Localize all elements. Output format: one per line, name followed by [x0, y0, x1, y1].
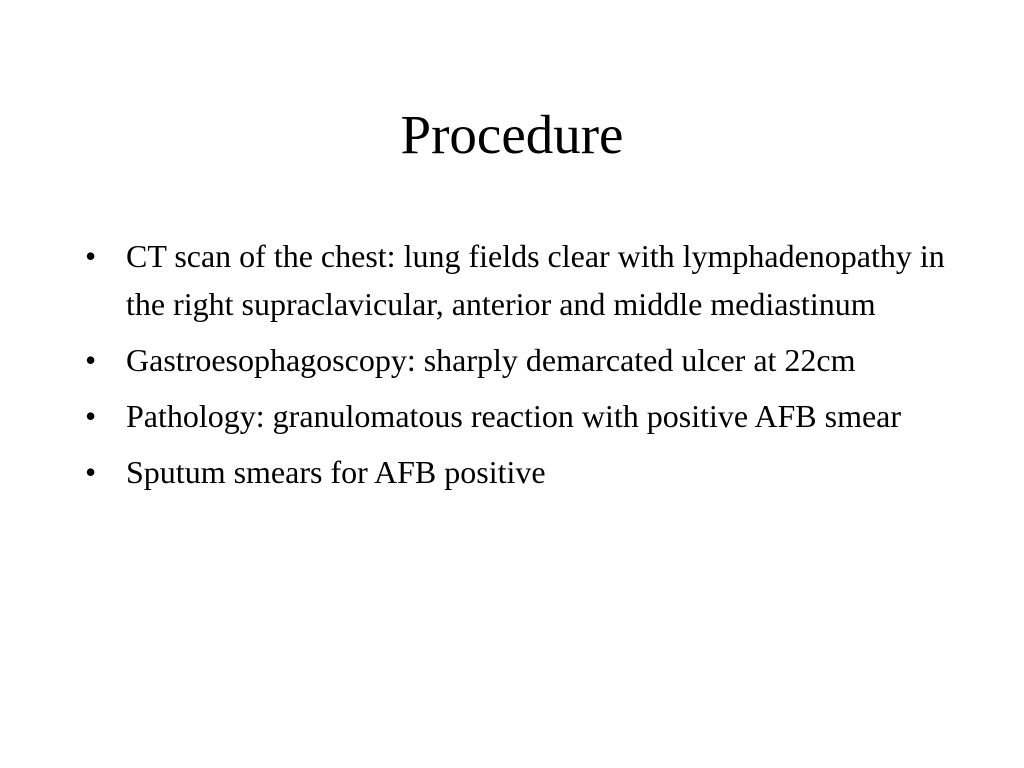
- bullet-icon: •: [85, 454, 97, 490]
- bullet-text: Pathology: granulomatous reaction with positive AFB smear: [126, 398, 902, 434]
- bullet-item: [85, 232, 965, 328]
- bullet-item: [85, 448, 965, 496]
- bullet-icon: •: [85, 342, 97, 378]
- bullet-text: Gastroesophagoscopy: sharply demarcated ulcer at 22cm: [126, 342, 856, 378]
- bullet-icon: •: [85, 398, 97, 434]
- bullet-item: [85, 392, 965, 440]
- bullet-item: [85, 336, 965, 384]
- bullet-text: CT scan of the chest: lung fields clear with lymphadenopathy in the right supraclavicular, anterior and middle mediastinum: [126, 238, 945, 322]
- bullet-icon: •: [85, 238, 97, 274]
- slide-title: Procedure: [400, 104, 624, 165]
- bullet-text: Sputum smears for AFB positive: [126, 454, 546, 490]
- bullet-list: [85, 232, 965, 504]
